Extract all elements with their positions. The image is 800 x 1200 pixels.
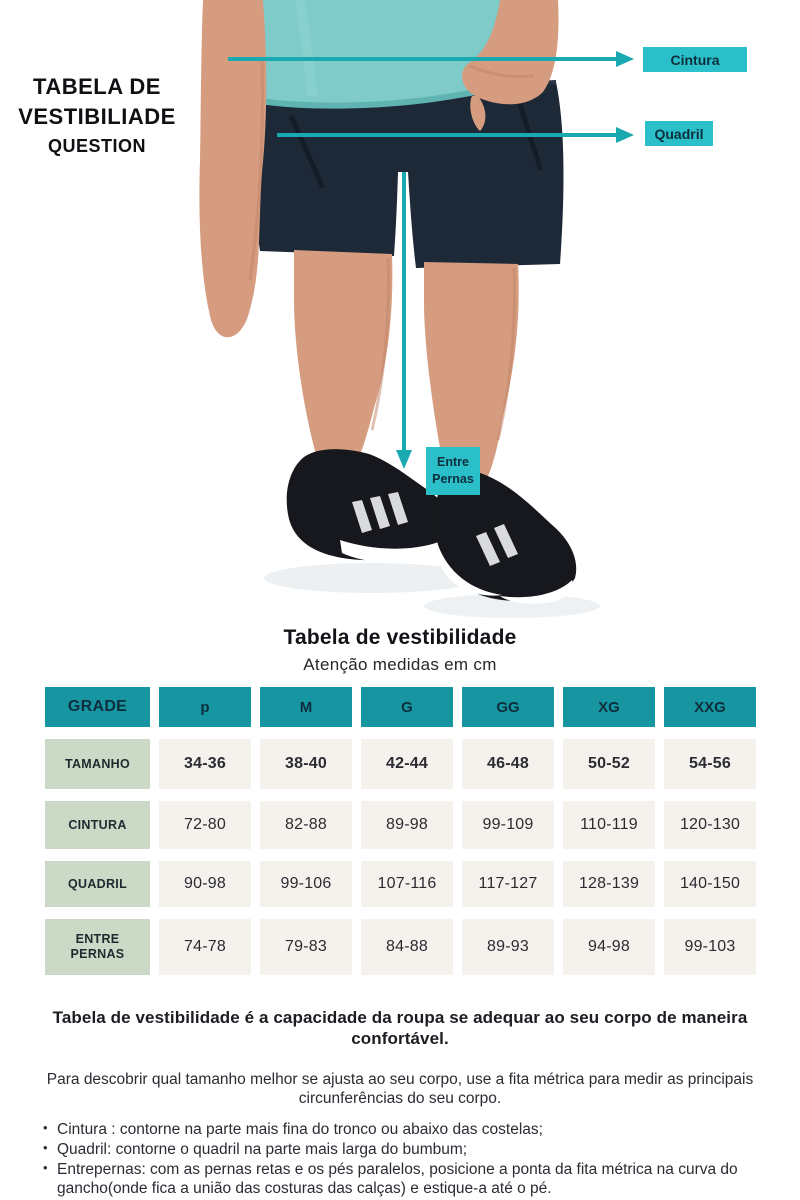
table-cell: 94-98 (563, 919, 655, 975)
column-header-gg: GG (462, 687, 554, 727)
column-header-p: p (159, 687, 251, 727)
table-cell: 34-36 (159, 739, 251, 789)
measure-instructions-intro: Para descobrir qual tamanho melhor se ajusta ao seu corpo, use a fita métrica para medir as principais circunferências do seu corpo. (46, 1070, 754, 1107)
column-header-grade: GRADE (45, 687, 150, 727)
inseam-arrow (396, 172, 412, 469)
table-cell: 90-98 (159, 861, 251, 907)
fit-definition-note: Tabela de vestibilidade é a capacidade da roupa se adequar ao seu corpo de maneira confortável. (52, 1008, 748, 1049)
row-label-entre-pernas: ENTRE PERNAS (45, 919, 150, 975)
brand-name: QUESTION (47, 136, 146, 156)
table-cell: 107-116 (361, 861, 453, 907)
shorts (255, 82, 564, 268)
table-cell: 110-119 (563, 801, 655, 849)
table-cell: 99-106 (260, 861, 352, 907)
size-chart-header (0, 626, 800, 675)
row-label-tamanho: TAMANHO (45, 739, 150, 789)
inseam-label: Entre Pernas (426, 447, 480, 495)
legs (294, 250, 519, 481)
tip-entrepernas: • Entrepernas: com as pernas retas e os pés paralelos, posicione a ponta da fita métrica na curva do gancho(onde fica a união das costuras das calças) e estique-a até o pé. (35, 1160, 765, 1199)
left-arm (199, 0, 266, 337)
row-label-quadril: QUADRIL (45, 861, 150, 907)
table-cell: 89-93 (462, 919, 554, 975)
table-cell: 72-80 (159, 801, 251, 849)
table-cell: 38-40 (260, 739, 352, 789)
column-header-g: G (361, 687, 453, 727)
table-cell: 79-83 (260, 919, 352, 975)
tip-cintura: • Cintura : contorne na parte mais fina do tronco ou abaixo das costelas; (35, 1120, 765, 1140)
hip-label: Quadril (645, 121, 713, 146)
size-chart-title: Tabela de vestibilidade (283, 626, 517, 649)
size-table (45, 687, 756, 975)
table-cell: 84-88 (361, 919, 453, 975)
table-cell: 120-130 (664, 801, 756, 849)
table-cell: 74-78 (159, 919, 251, 975)
table-cell: 99-109 (462, 801, 554, 849)
table-cell: 54-56 (664, 739, 756, 789)
column-header-xxg: XXG (664, 687, 756, 727)
waist-label: Cintura (643, 47, 747, 72)
table-cell: 99-103 (664, 919, 756, 975)
table-cell: 82-88 (260, 801, 352, 849)
page-title (4, 72, 190, 157)
page-title-line2: VESTIBILIADE (18, 104, 176, 129)
column-header-m: M (260, 687, 352, 727)
table-cell: 46-48 (462, 739, 554, 789)
table-cell: 117-127 (462, 861, 554, 907)
table-cell: 50-52 (563, 739, 655, 789)
size-chart-subtitle: Atenção medidas em cm (303, 655, 497, 674)
column-header-xg: XG (563, 687, 655, 727)
page-title-line1: TABELA DE (33, 74, 161, 99)
measure-tips-list (35, 1120, 765, 1199)
table-cell: 89-98 (361, 801, 453, 849)
tip-quadril: • Quadril: contorne o quadril na parte mais larga do bumbum; (35, 1140, 765, 1160)
row-label-cintura: CINTURA (45, 801, 150, 849)
table-cell: 42-44 (361, 739, 453, 789)
table-cell: 128-139 (563, 861, 655, 907)
table-cell: 140-150 (664, 861, 756, 907)
